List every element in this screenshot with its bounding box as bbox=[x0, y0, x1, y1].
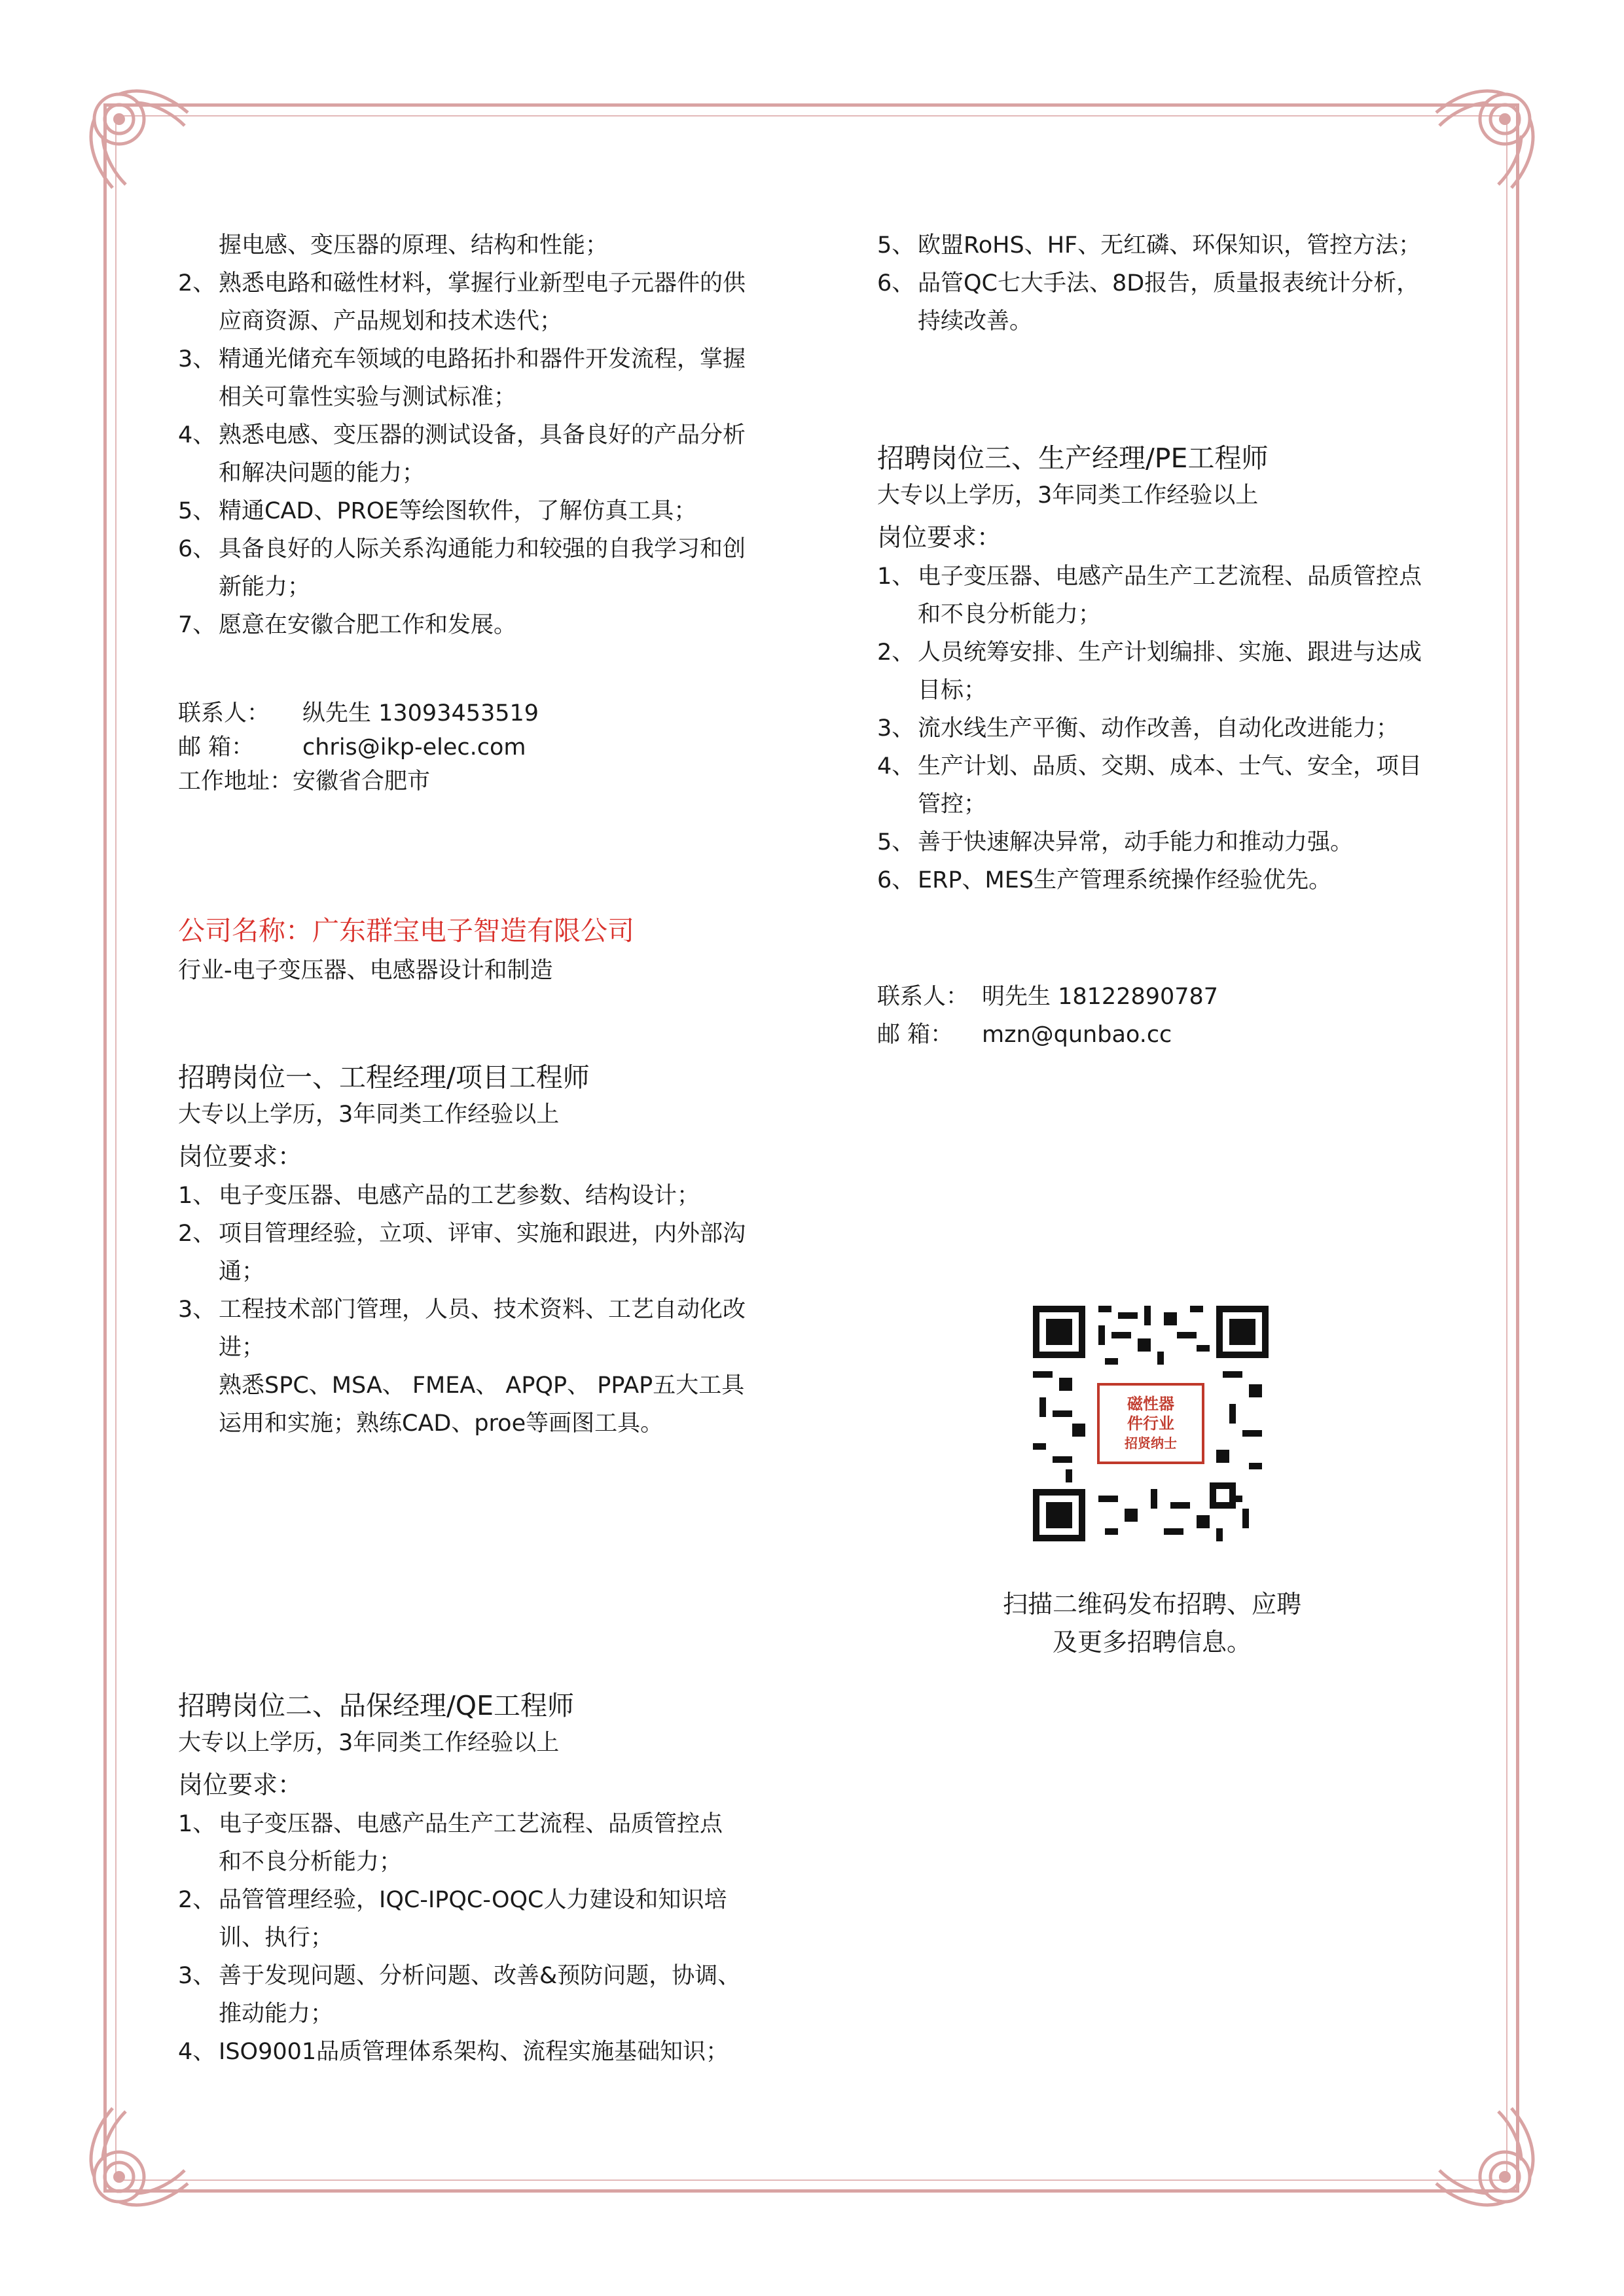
list-item: 1、 电子变压器、电感产品的工艺参数、结构设计； bbox=[178, 1183, 700, 1209]
email-value[interactable]: mzn@qunbao.cc bbox=[982, 1022, 1172, 1048]
position-title: 招聘岗位三、生产经理/PE工程师 bbox=[877, 442, 1269, 474]
contact-block bbox=[178, 696, 806, 798]
corner-ornament-icon bbox=[1426, 2098, 1551, 2223]
work-address: 工作地址：安徽省合肥市 bbox=[178, 768, 431, 795]
position-one bbox=[178, 1058, 806, 1443]
contact-person-value: 明先生 18122890787 bbox=[982, 984, 1219, 1010]
position-education: 大专以上学历，3年同类工作经验以上 bbox=[877, 482, 1259, 509]
company-block bbox=[178, 911, 806, 988]
list-item: 2、 品管管理经验，IQC-IPQC-OQC人力建设和知识培 训、执行； bbox=[178, 1887, 727, 1951]
list-item: 4、 熟悉电感、变压器的测试设备，具备良好的产品分析 和解决问题的能力； bbox=[178, 422, 746, 486]
list-item: 3、 流水线生产平衡、动作改善，自动化改进能力； bbox=[877, 715, 1399, 742]
list-item: 7、 愿意在安徽合肥工作和发展。 bbox=[178, 612, 517, 638]
contact-person-value: 纵先生 13093453519 bbox=[302, 700, 539, 726]
corner-ornament-icon bbox=[1426, 73, 1551, 198]
position-title: 招聘岗位一、工程经理/项目工程师 bbox=[178, 1062, 590, 1093]
contact-person-label: 联系人： bbox=[877, 984, 969, 1010]
list-item: 5、 善于快速解决异常，动手能力和推动力强。 bbox=[877, 829, 1354, 855]
qr-caption: 扫描二维码发布招聘、应聘 及更多招聘信息。 bbox=[1002, 1590, 1301, 1657]
continued-requirements-list bbox=[877, 226, 1506, 340]
position-education: 大专以上学历，3年同类工作经验以上 bbox=[178, 1102, 560, 1128]
position-three bbox=[877, 439, 1506, 899]
list-item: 1、 电子变压器、电感产品生产工艺流程、品质管控点 和不良分析能力； bbox=[178, 1811, 723, 1875]
list-item: 2、 项目管理经验，立项、评审、实施和跟进，内外部沟 通； bbox=[178, 1221, 746, 1285]
list-item: 6、 品管QC七大手法、8D报告，质量报表统计分析， 持续改善。 bbox=[877, 270, 1420, 334]
left-column bbox=[178, 226, 806, 2071]
email-label: 邮 箱： bbox=[877, 1022, 954, 1048]
qr-center-stamp: 磁性器 件行业 招贤纳士 bbox=[1125, 1394, 1177, 1451]
requirements-title: 岗位要求： bbox=[178, 1770, 303, 1799]
qr-code[interactable] bbox=[1033, 1306, 1269, 1541]
corner-ornament-icon bbox=[73, 73, 198, 198]
corner-ornament-icon bbox=[73, 2098, 198, 2223]
company-industry: 行业-电子变压器、电感器设计和制造 bbox=[178, 958, 553, 984]
list-item: 6、 ERP、MES生产管理系统操作经验优先。 bbox=[877, 867, 1332, 893]
email-value[interactable]: chris@ikp-elec.com bbox=[302, 734, 526, 761]
intro-requirements-list bbox=[178, 226, 806, 644]
list-item: 4、 生产计划、品质、交期、成本、士气、安全，项目 管控； bbox=[877, 753, 1422, 817]
requirements-title: 岗位要求： bbox=[178, 1142, 303, 1171]
list-item: 2、 人员统筹安排、生产计划编排、实施、跟进与达成 目标； bbox=[877, 639, 1422, 704]
right-column bbox=[877, 226, 1506, 1054]
contact-block bbox=[877, 978, 1506, 1054]
contact-person-label: 联系人： bbox=[178, 700, 270, 726]
list-item: 5、 欧盟RoHS、HF、无红磷、环保知识，管控方法； bbox=[877, 232, 1422, 259]
position-title: 招聘岗位二、品保经理/QE工程师 bbox=[178, 1690, 574, 1721]
position-two bbox=[178, 1686, 806, 2071]
list-item: 6、 具备良好的人际关系沟通能力和较强的自我学习和创 新能力； bbox=[178, 536, 746, 600]
position-education: 大专以上学历，3年同类工作经验以上 bbox=[178, 1730, 560, 1756]
list-item: 3、 工程技术部门管理，人员、技术资料、工艺自动化改 进； 熟悉SPC、MSA、 FMEA、 APQP、 PPAP五大工具 运用和实施；熟练CAD、proe等画图工具。 bbox=[178, 1297, 746, 1437]
list-item: 3、 精通光储充车领域的电路拓扑和器件开发流程，掌握 相关可靠性实验与测试标准； bbox=[178, 346, 746, 410]
list-item: 2、 熟悉电路和磁性材料，掌握行业新型电子元器件的供 应商资源、产品规划和技术迭代； bbox=[178, 270, 746, 334]
list-item: 5、 精通CAD、PROE等绘图软件，了解仿真工具； bbox=[178, 498, 697, 524]
requirements-title: 岗位要求： bbox=[877, 523, 1002, 552]
company-name: 公司名称：广东群宝电子智造有限公司 bbox=[178, 915, 634, 946]
list-item: 握电感、变压器的原理、结构和性能； bbox=[219, 232, 609, 259]
email-label: 邮 箱： bbox=[178, 734, 255, 761]
list-item: 1、 电子变压器、电感产品生产工艺流程、品质管控点 和不良分析能力； bbox=[877, 564, 1422, 628]
list-item: 4、 ISO9001品质管理体系架构、流程实施基础知识； bbox=[178, 2039, 729, 2065]
list-item: 3、 善于发现问题、分析问题、改善&预防问题，协调、 推动能力； bbox=[178, 1963, 741, 2027]
